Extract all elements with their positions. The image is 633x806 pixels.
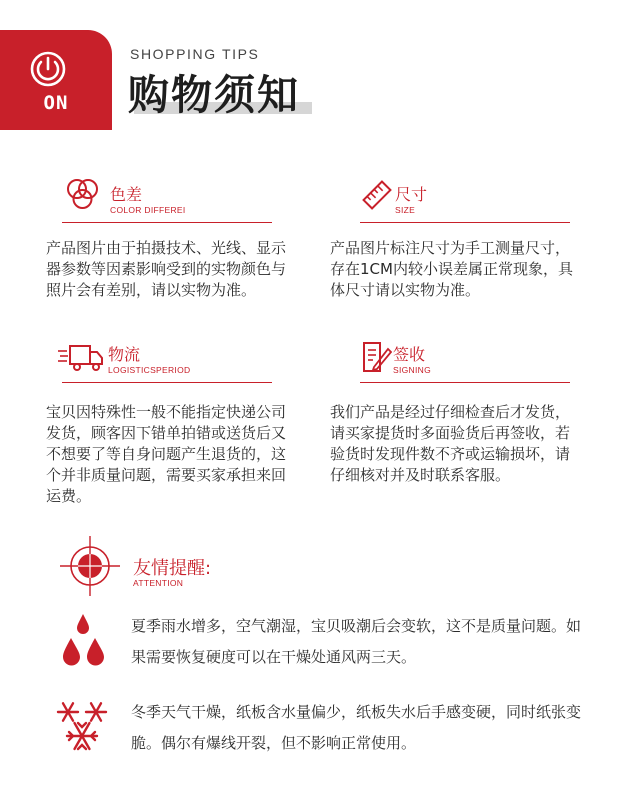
signing-body: 我们产品是经过仔细检查后才发货，请买家提货时多面验货后再签收，若验货时发现件数不齐或运输损坏，请仔细核对并及时联系客服。 [330, 403, 571, 484]
color-body: 产品图片由于拍摄技术、光线、显示器参数等因素影响受到的实物颜色与照片会有差别，请以实物为准。 [46, 239, 287, 299]
color-subtitle: COLOR DIFFEREI [110, 205, 186, 215]
logistics-title: 物流 [108, 345, 141, 364]
signing-subtitle: SIGNING [393, 365, 431, 375]
winter-tip: 冬季天气干燥，纸板含水量偏少，纸板失水后手感变硬，同时纸张变脆。偶尔有爆线开裂，但不影响正常使用。 [131, 703, 582, 752]
ruler-icon [362, 180, 392, 210]
logistics-subtitle: LOGISTICSPERIOD [108, 365, 191, 375]
signing-title: 签收 [393, 345, 426, 364]
crosshair-icon [58, 535, 122, 597]
reminder-subtitle: ATTENTION [133, 578, 184, 588]
raindrops-icon [60, 612, 106, 668]
size-body: 产品图片标注尺寸为手工测量尺寸，存在1CM内较小误差属正常现象，具体尺寸请以实物为准。 [330, 239, 573, 299]
page-title: 购物须知 [128, 71, 300, 119]
size-divider [360, 222, 570, 223]
power-icon [30, 50, 82, 94]
signing-divider [360, 382, 570, 383]
truck-icon [58, 342, 104, 372]
size-subtitle: SIZE [395, 205, 416, 215]
color-divider [62, 222, 272, 223]
snowflake-icon [54, 698, 110, 754]
power-badge [0, 30, 112, 130]
signing-document-icon [360, 340, 392, 374]
size-title: 尺寸 [395, 185, 428, 204]
color-title: 色差 [110, 185, 143, 204]
badge-label: ON [43, 92, 69, 114]
page-subtitle: SHOPPING TIPS [130, 46, 260, 62]
summer-tip: 夏季雨水增多，空气潮湿，宝贝吸潮后会变软，这不是质量问题。如果需要恢复硬度可以在干燥处通风两三天。 [131, 617, 582, 666]
logistics-body: 宝贝因特殊性一般不能指定快递公司发货，顾客因下错单拍错或送货后又不想要了等自身问题产生退货的，这个并非质量问题，需要买家承担来回运费。 [46, 403, 287, 505]
reminder-title: 友情提醒: [133, 558, 212, 579]
logistics-divider [62, 382, 272, 383]
color-circles-icon [64, 178, 102, 212]
